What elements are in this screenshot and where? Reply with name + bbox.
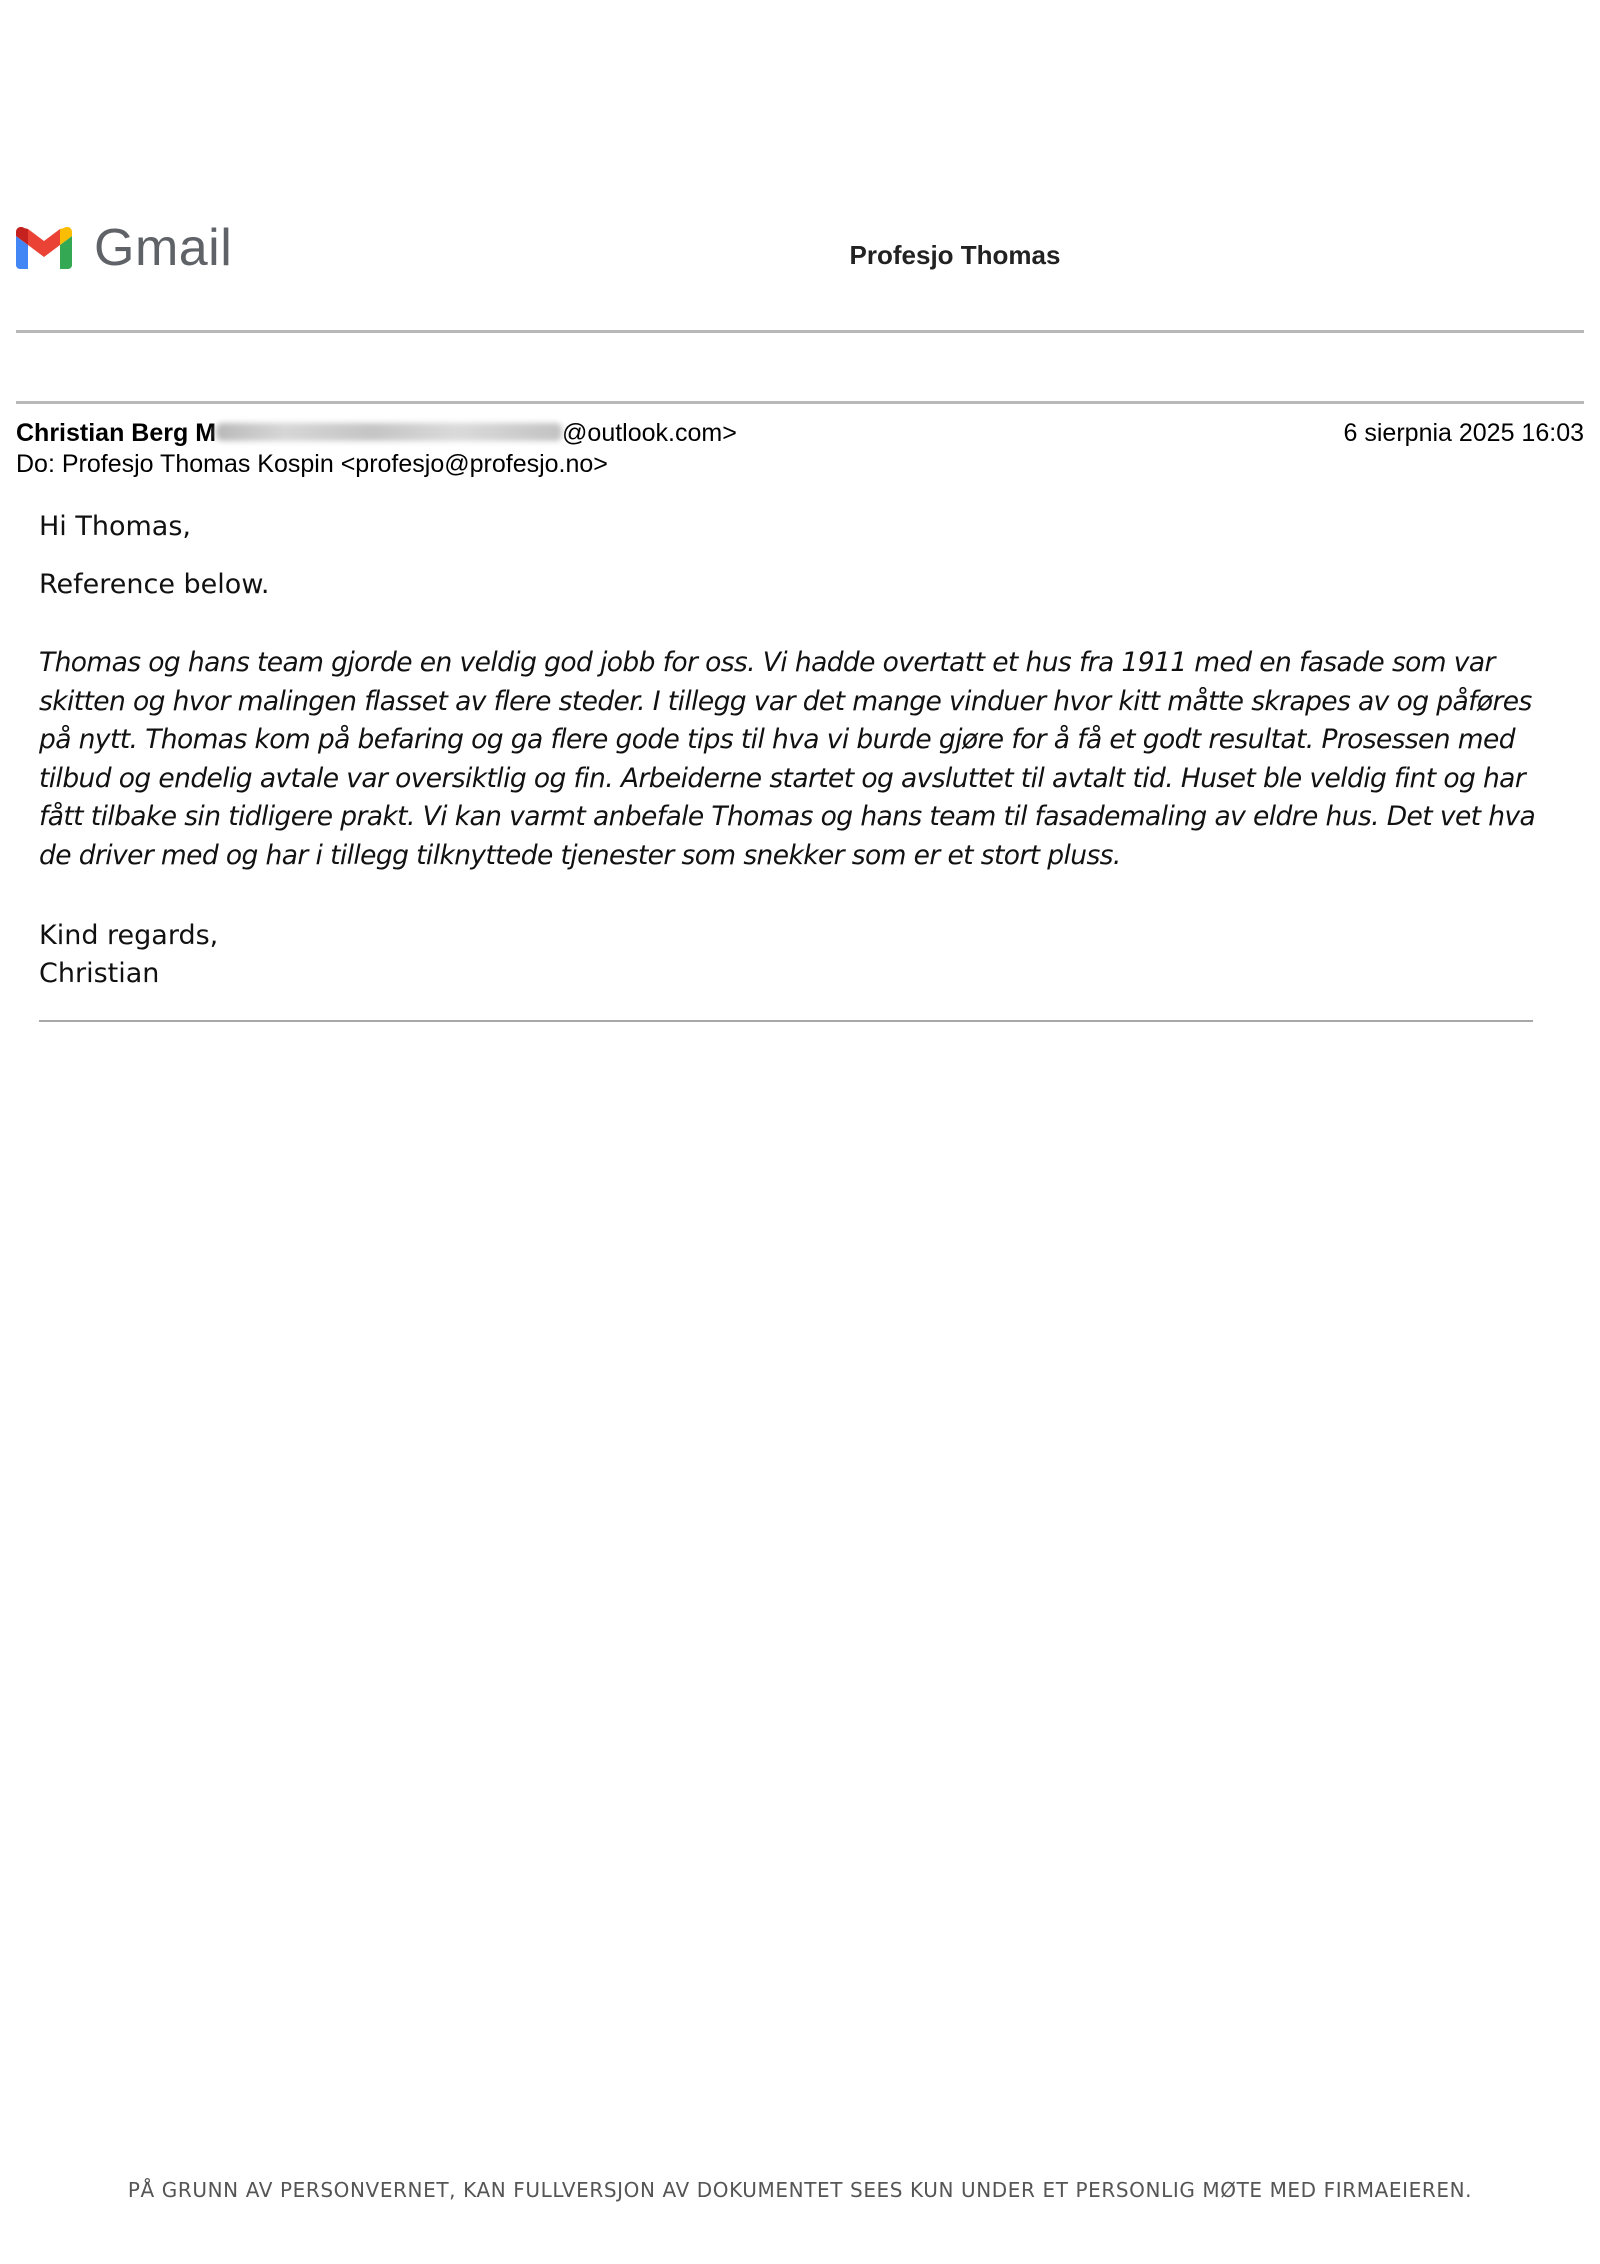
to-line: Do: Profesjo Thomas Kospin <profesjo@profesjo.no>: [16, 450, 608, 478]
closing: Kind regards,: [39, 920, 219, 951]
message-meta: [16, 418, 1584, 480]
message-date: 6 sierpnia 2025 16:03: [1343, 419, 1584, 447]
gmail-wordmark: Gmail: [94, 219, 233, 277]
account-name: Profesjo Thomas: [849, 240, 1061, 270]
reference-line: Reference below.: [39, 569, 270, 600]
privacy-notice: PÅ GRUNN AV PERSONVERNET, KAN FULLVERSJON AV DOKUMENTET SEES KUN UNDER ET PERSONLIG MØTE MED FIRMAEIEREN.: [127, 2178, 1473, 2202]
body-divider: [39, 1020, 1533, 1022]
redacted-blur: [216, 423, 562, 441]
sender-email-suffix: @outlook.com>: [562, 419, 737, 447]
signature: Christian: [39, 958, 160, 989]
message-divider: [16, 401, 1584, 404]
from-line: [16, 418, 1584, 449]
header-divider: [16, 330, 1584, 333]
reference-quote: Thomas og hans team gjorde en veldig god jobb for oss. Vi hadde overtatt et hus fra 1911 med en fasade som var skitten og hvor malingen flasset av flere steder. I tillegg var det mange vinduer hvor kitt måtte skrapes av og påføres på nytt. Thomas kom på befaring og ga flere gode tips til hva vi burde gjøre for å få et godt resultat. Prosessen med tilbud og endelig avtale var oversiktlig og fin. Arbeiderne startet og avsluttet til avtalt tid. Huset ble veldig fint og har fått tilbake sin tidligere prakt. Vi kan varmt anbefale Thomas og hans team til fasademaling av eldre hus. Det vet hva de driver med og har i tillegg tilknyttede tjenester som snekker som er et stort pluss.: [39, 647, 1536, 871]
print-header: [16, 210, 1584, 290]
message-body: [39, 508, 1569, 993]
sender-name: Christian Berg M: [16, 419, 217, 447]
closing-block: [39, 917, 1569, 993]
greeting: Hi Thomas,: [39, 511, 192, 542]
